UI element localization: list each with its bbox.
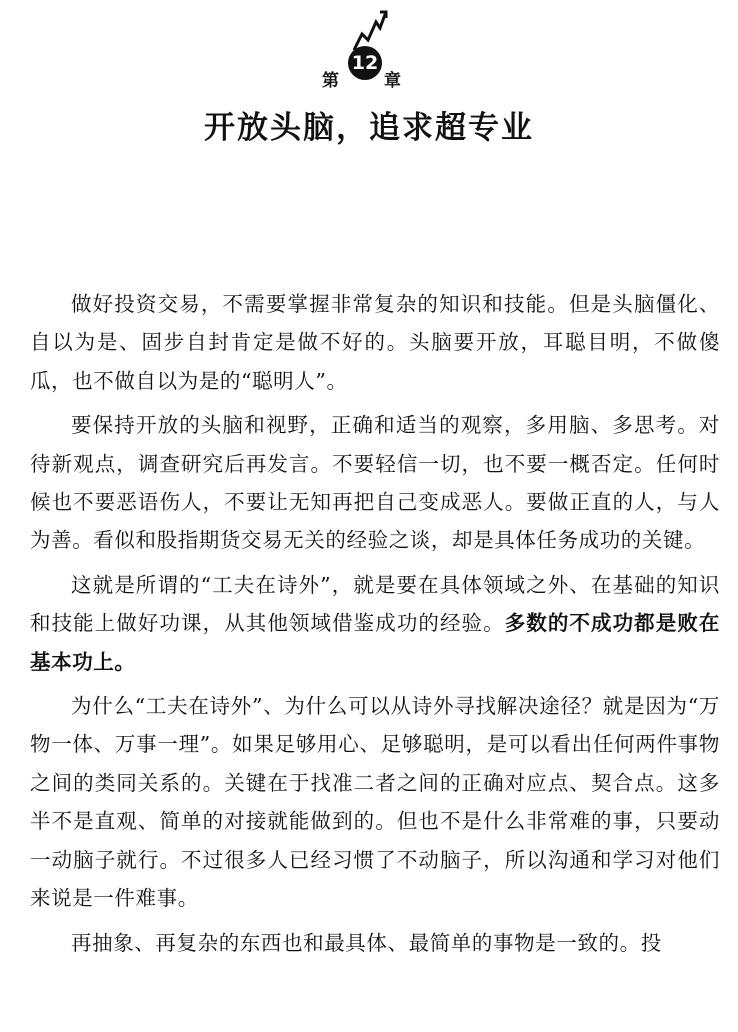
chapter-mark (310, 8, 430, 91)
chapter-suffix: 章 (384, 71, 401, 91)
paragraph-text: 要保持开放的头脑和视野，正确和适当的观察，多用脑、多思考。对待新观点，调查研究后再发言。不要轻信一切，也不要一概否定。任何时候也不要恶语伤人，不要让无知再把自己变成恶人。要做正直的人，与人为善。看似和股指期货交易无关的经验之谈，却是具体任务成功的关键。 (30, 413, 720, 553)
paragraph-text: 做好投资交易，不需要掌握非常复杂的知识和技能。但是头脑僵化、自以为是、固步自封肯定是做不好的。头脑要开放，耳聪目明，不做傻瓜，也不做自以为是的“聪明人”。 (30, 292, 720, 393)
rising-chart-icon (350, 8, 390, 52)
body-text (30, 285, 720, 968)
paragraph-text: 为什么“工夫在诗外”、为什么可以从诗外寻找解决途径？就是因为“万物一体、万事一理”。如果足够用心、足够聪明，是可以看出任何两件事物之间的类同关系的。关键在于找准二者之间的正确对应点、契合点。这多半不是直观、简单的对接就能做到的。但也不是什么非常难的事，只要动一动脑子就行。不过很多人已经习惯了不动脑子，所以沟通和学习对他们来说是一件难事。 (30, 694, 720, 911)
paragraph-text: 这就是所谓的“工夫在诗外”，就是要在具体领域之外、在基础的知识和技能上做好功课，从其他领域借鉴成功的经验。 (30, 572, 720, 636)
paragraph (30, 566, 720, 681)
paragraph (30, 406, 720, 560)
paragraph-text: 再抽象、再复杂的东西也和最具体、最简单的事物是一致的。投 (71, 930, 662, 955)
paragraph (30, 285, 720, 400)
bold-emphasis: 多数的不成功都是败在基本功上。 (30, 611, 720, 674)
paragraph (30, 924, 720, 962)
chapter-number-badge: 12 (348, 46, 382, 80)
chapter-prefix: 第 (322, 71, 339, 91)
chapter-title: 开放头脑，追求超专业 (204, 110, 534, 146)
paragraph (30, 687, 720, 917)
